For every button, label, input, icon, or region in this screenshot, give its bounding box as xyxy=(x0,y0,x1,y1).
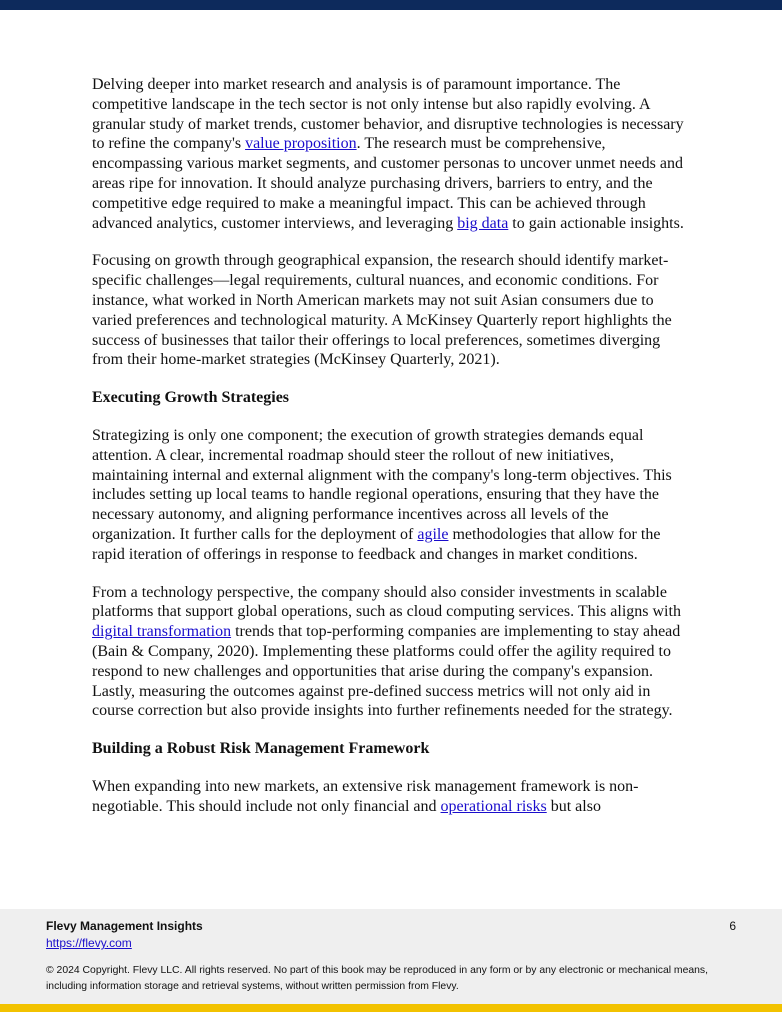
paragraph-strategizing: Strategizing is only one component; the execution of growth strategies demands equal attention. A clear, incremental roadmap should steer the rollout of new initiatives, maintaining internal and external alignment with the company's long-term objectives. This includes setting up local teams to handle regional operations, ensuring that they have the necessary autonomy, and aligning performance incentives across all levels of the organization. It further calls for the deployment of agile methodologies that allow for the rapid iteration of offerings in response to feedback and changes in market conditions. xyxy=(92,426,672,563)
paragraph-technology-perspective: From a technology perspective, the company should also consider investments in scalable platforms that support global operations, such as cloud computing services. This aligns with digital transformation trends that top-performing companies are implementing to stay ahead (Bain & Company, 2020). Implementing these platforms could offer the agility required to respond to new challenges and opportunities that arise during the company's expansion. Lastly, measuring the outcomes against pre-defined success metrics will not only aid in course correction but also provide insights into further refinements needed for the strategy. xyxy=(92,583,681,720)
top-accent-bar xyxy=(0,0,782,10)
heading-risk-management: Building a Robust Risk Management Framework xyxy=(92,740,430,758)
bottom-accent-bar xyxy=(0,1004,782,1012)
link-digital-transformation[interactable]: digital transformation xyxy=(92,623,232,641)
paragraph-risk-framework: When expanding into new markets, an extensive risk management framework is non-negotiable. This should include not only financial and operational risks but also xyxy=(92,777,639,815)
document-body xyxy=(92,75,692,835)
paragraph-market-research: Delving deeper into market research and analysis is of paramount importance. The competitive landscape in the tech sector is not only intense but also rapidly evolving. A granular study of market trends, customer behavior, and disruptive technologies is necessary to refine the company's value proposition. The research must be comprehensive, encompassing various market segments, and customer personas to uncover unmet needs and areas ripe for innovation. It should analyze purchasing drivers, barriers to entry, and the competitive edge required to make a meaningful impact. This can be achieved through advanced analytics, customer interviews, and leveraging big data to gain actionable insights. xyxy=(92,76,684,232)
paragraph-geographical-expansion: Focusing on growth through geographical expansion, the research should identify market-specific challenges—legal requirements, cultural nuances, and economic conditions. For instance, what worked in North American markets may not suit Asian consumers due to varied preferences and technological maturity. A McKinsey Quarterly report highlights the success of businesses that tailor their offerings to local preferences, sometimes diverging from their home-market strategies (McKinsey Quarterly, 2021). xyxy=(92,252,672,369)
footer-url-link[interactable]: https://flevy.com xyxy=(46,936,132,950)
link-agile[interactable]: agile xyxy=(417,525,449,543)
link-operational-risks[interactable]: operational risks xyxy=(440,797,547,815)
page-number: 6 xyxy=(729,919,736,933)
heading-executing-growth-strategies: Executing Growth Strategies xyxy=(92,389,290,407)
link-value-proposition[interactable]: value proposition xyxy=(245,135,357,153)
footer-copyright: © 2024 Copyright. Flevy LLC. All rights reserved. No part of this book may be reproduced in any form or by any electronic or mechanical means, including information storage and retrieval systems, without written permission from Flevy. xyxy=(46,965,709,992)
footer-brand: Flevy Management Insights xyxy=(46,919,203,933)
link-big-data[interactable]: big data xyxy=(457,214,509,232)
page-footer xyxy=(0,909,782,1004)
